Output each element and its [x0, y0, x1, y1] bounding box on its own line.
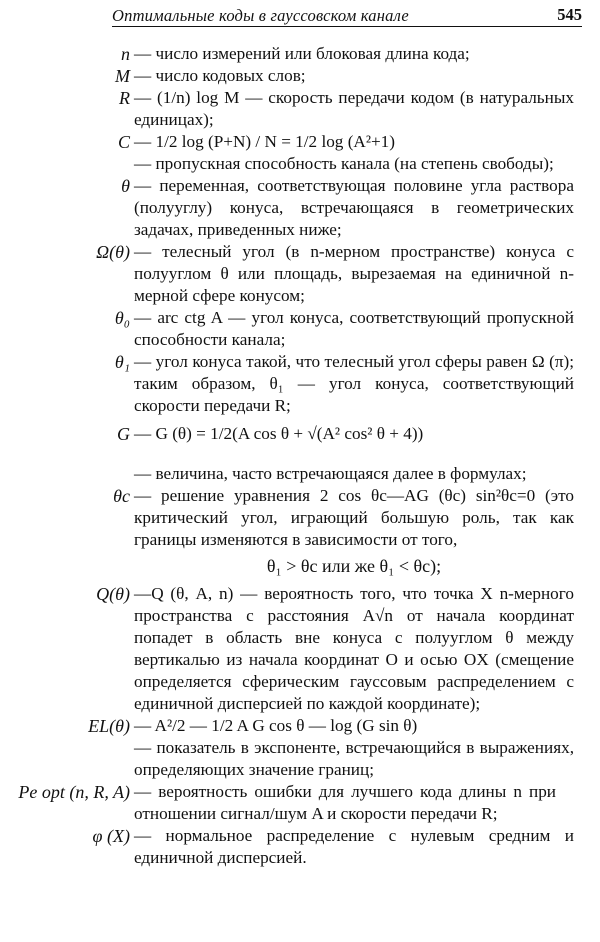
page-number: 545 — [557, 5, 582, 24]
notation-symbol: θ — [121, 176, 130, 196]
notation-entry — [0, 87, 600, 131]
notation-symbol: EL(θ) — [88, 716, 130, 736]
notation-description: — решение уравнения 2 cos θc—AG (θc) sin²θc=0 (это критический угол, играющий большую роль, так как границы изменяются в зависимости от того, — [134, 486, 574, 549]
notation-symbol: Pe opt (n, R, A) — [18, 782, 130, 802]
notation-definition: — число измерений или блоковая длина кода; — [134, 44, 470, 63]
notation-description: — величина, часто встречающаяся далее в формулах; — [134, 464, 527, 483]
notation-definition: — угол конуса такой, что телесный угол сферы равен Ω (π); таким образом, θ₁ — угол конуса, соответствующий скорости передачи R; — [134, 352, 574, 415]
running-header — [112, 4, 582, 27]
notation-formula: — G (θ) = 1/2(A cos θ + √(A² cos² θ + 4)) — [134, 424, 424, 443]
notation-formula: — A²/2 — 1/2 A G cos θ — log (G sin θ) — [134, 716, 418, 735]
notation-definition — [134, 423, 574, 485]
notation-definition: — число кодовых слов; — [134, 66, 306, 85]
notation-symbol: φ (X) — [92, 826, 130, 846]
notation-entry — [0, 715, 600, 781]
notation-entry — [0, 423, 600, 485]
notation-symbol: θ₁ — [114, 352, 130, 372]
notation-definition: — нормальное распределение с нулевым средним и единичной дисперсией. — [134, 826, 574, 867]
running-header-title: Оптимальные коды в гауссовском канале — [112, 6, 409, 25]
notation-symbol: θc — [113, 486, 130, 506]
notation-definition: — телесный угол (в n-мерном пространстве) конуса с полууглом θ или площадь, вырезаемая на единичной n-мерной сфере конусом; — [134, 242, 574, 305]
notation-entry — [0, 307, 600, 351]
notation-definition — [134, 715, 574, 781]
condition-formula: θ₁ > θc или же θ₁ < θc); — [266, 556, 442, 576]
notation-symbol: n — [121, 44, 130, 64]
notation-symbol: G — [117, 424, 130, 444]
notation-definition — [134, 131, 574, 175]
notation-list — [0, 43, 600, 869]
notation-symbol: Ω(θ) — [96, 242, 130, 262]
notation-symbol: θ₀ — [114, 308, 130, 328]
notation-symbol: Q(θ) — [96, 584, 130, 604]
notation-entry — [0, 825, 600, 869]
notation-entry — [0, 583, 600, 715]
notation-entry — [0, 485, 600, 583]
notation-definition: — arc ctg A — угол конуса, соответствующий пропускной способности канала; — [134, 308, 574, 349]
notation-description: — пропускная способность канала (на степень свободы); — [134, 154, 554, 173]
notation-symbol: C — [117, 132, 130, 152]
notation-definition: — (1/n) log M — скорость передачи кодом (в натуральных единицах); — [134, 88, 574, 129]
notation-entry — [0, 241, 600, 307]
notation-entry — [0, 131, 600, 175]
notation-definition — [134, 485, 574, 583]
notation-description: — показатель в экспоненте, встречающийся в выражениях, определяющих значение границ; — [134, 738, 574, 779]
notation-definition: — переменная, соответствующая половине угла раствора (полууглу) конуса, встречающаяся в геометрических задачах, приведенных ниже; — [134, 176, 574, 239]
notation-symbol: M — [115, 66, 130, 86]
notation-definition: —Q (θ, A, n) — вероятность того, что точка X n-мерного пространства с расстояния A√n от начала координат попадет в область вне конуса с полууглом θ между вертикалью из начала координат O и осью OX (смещение определяется сферическим гауссовым распределением с единичной дисперсией по каждой координате); — [134, 584, 574, 713]
notation-entry — [0, 175, 600, 241]
notation-entry — [0, 65, 600, 87]
notation-definition: — вероятность ошибки для лучшего кода длины n при отношении сигнал/шум A и скорости передачи R; — [134, 782, 556, 823]
notation-symbol: R — [119, 88, 130, 108]
notation-entry — [0, 351, 600, 417]
notation-entry — [0, 781, 600, 825]
notation-entry — [0, 43, 600, 65]
notation-formula: — 1/2 log (P+N) / N = 1/2 log (A²+1) — [134, 132, 396, 151]
